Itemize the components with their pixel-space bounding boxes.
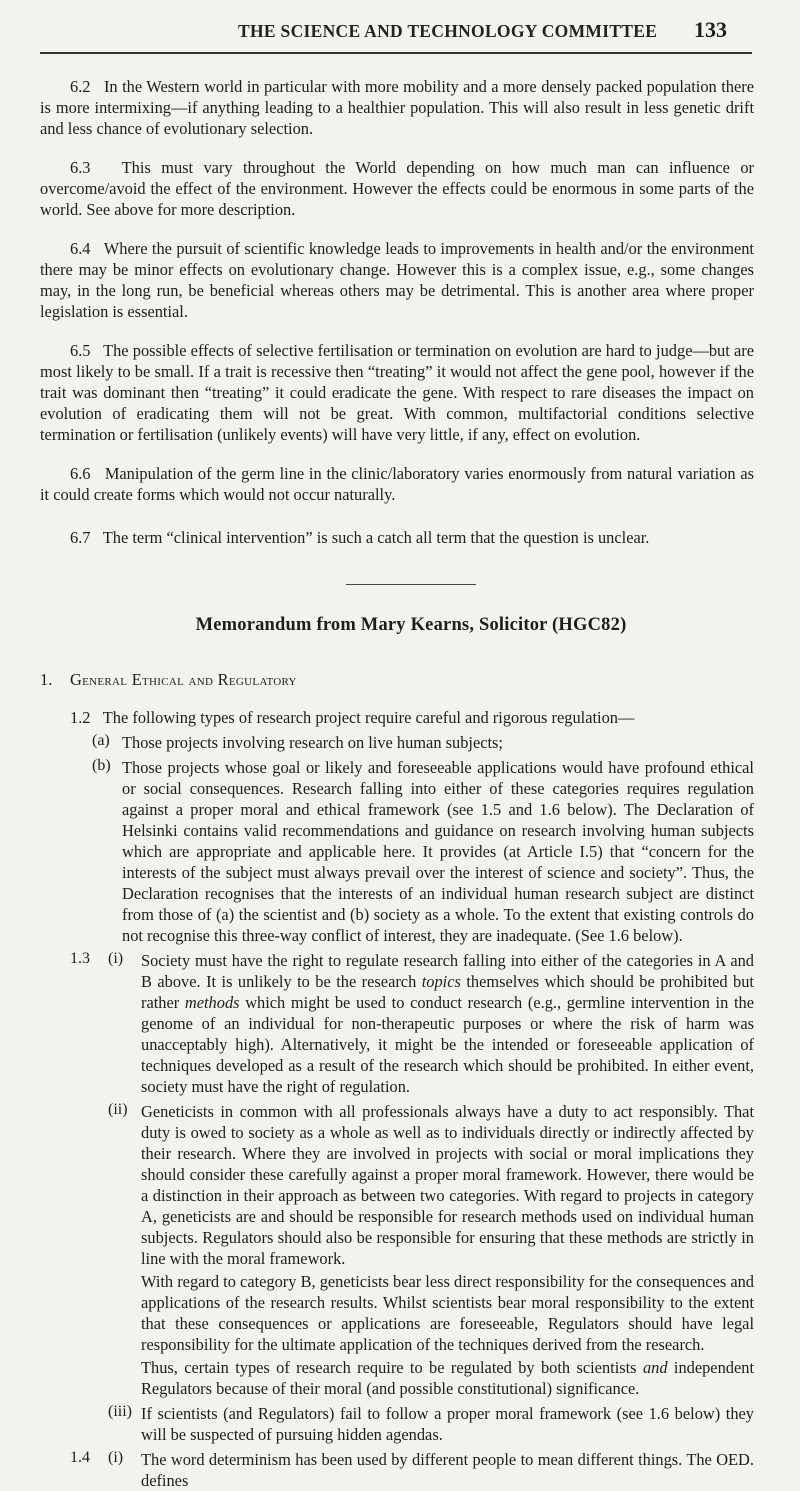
list-item-1-3-ii — [70, 1101, 754, 1269]
paragraph-number: 1.2 — [70, 708, 91, 727]
paragraph-6-6 — [40, 463, 754, 505]
paragraph-text: The term “clinical intervention” is such a catch all term that the question is unclear. — [102, 528, 650, 547]
paragraph-number: 1.3 — [70, 950, 90, 967]
continuation-text — [141, 1357, 754, 1399]
paragraph-6-4 — [40, 238, 754, 322]
running-head-title: THE SCIENCE AND TECHNOLOGY COMMITTEE — [238, 21, 658, 41]
paragraph-6-5 — [40, 340, 754, 445]
section-divider — [346, 584, 476, 585]
paragraph-number: 6.4 — [70, 239, 91, 258]
list-item-1-3-i — [70, 950, 754, 1097]
item-text: If scientists (and Regulators) fail to follow a proper moral framework (see 1.6 below) they will be suspected of pursuing hidden agendas. — [141, 1404, 754, 1444]
paragraph-1-3 — [40, 950, 754, 1491]
text-run: Thus, certain types of research require to be regulated by both scientists — [141, 1358, 643, 1377]
paragraph-6-3 — [40, 157, 754, 220]
list-item-a — [92, 732, 754, 753]
paragraph-number: 6.7 — [70, 528, 91, 547]
text-run: which might be used to conduct research (e.g., germline intervention in the genome of an individual for non-therapeutic purposes or where the risk of harm was unacceptably high). Alternatively, it might be the intended or foreseeable application of techniques developed as a result of the research which should be prohibited. In either event, society must have the right of regulation. — [141, 993, 754, 1096]
continuation-text: With regard to category B, geneticists bear less direct responsibility for the consequences and applications of the research results. Whilst scientists bear moral responsibility to the extent that these consequences or applications are foreseeable, Regulators should have legal responsibility for the ultimate application of the techniques derived from the research. — [141, 1272, 754, 1354]
item-text: Those projects involving research on live human subjects; — [122, 733, 503, 752]
paragraph-text: The following types of research project require careful and rigorous regulation— — [102, 708, 635, 727]
item-label: (ii) — [108, 1101, 128, 1118]
section-heading — [40, 669, 754, 690]
paragraph-1-2 — [40, 707, 754, 946]
paragraph-number: 1.4 — [70, 1449, 90, 1466]
section-number: 1. — [40, 670, 53, 689]
item-text: Those projects whose goal or likely and foreseeable applications would have profound ethical or social consequences. Research falling into either of these categories requires regulation against a proper moral and ethical framework (see 1.5 and 1.6 below). The Declaration of Helsinki contains valid recommendations and guidance on research involving human subjects which are appropriate and applicable here. It provides (at Article I.5) that “concern for the interests of the subject must always prevail over the interest of science and society”. Thus, the Declaration recognises that the interests of an individual human research subject are distinct from those of (a) the scientist and (b) society as a whole. To the extent that existing controls do not recognise this three-way conflict of interest, they are inadequate. (See 1.6 below). — [122, 758, 754, 945]
paragraph-text: Where the pursuit of scientific knowledge leads to improvements in health and/or the environment there may be minor effects on evolutionary change. However this is a complex issue, e.g., some changes may, in the long run, be beneficial whereas others may be detrimental. This is another area where proper legislation is essential. — [40, 239, 754, 321]
section-title: General Ethical and Regulatory — [70, 670, 297, 689]
header-rule — [40, 52, 752, 54]
paragraph-1-2-intro — [70, 707, 754, 728]
paragraph-text: This must vary throughout the World depending on how much man can influence or overcome/avoid the effect of the environment. However the effects could be enormous in some parts of the world. See above for more description. — [40, 158, 754, 219]
text-run: independent Regulators because of their moral (and possible constitutional) significance. — [141, 1358, 755, 1398]
item-text: Geneticists in common with all professionals always have a duty to act responsibly. That duty is owed to society as a whole as well as to individuals directly or indirectly affected by their research. Where they are involved in projects with social or moral implications they should consider these carefully against a proper moral framework. However, there would be a distinction in their approach as between two categories. With regard to projects in category A, geneticists are and should be responsible for research methods used on individual human subjects. Regulators should also be responsible for ensuring that these methods are strictly in line with the moral framework. — [141, 1102, 754, 1268]
paragraph-number: 6.5 — [70, 341, 91, 360]
item-label: (iii) — [108, 1403, 132, 1420]
paragraph-text: In the Western world in particular with more mobility and a more densely packed population there is more intermixing—if anything leading to a healthier population. This will also result in less genetic drift and less chance of evolutionary selection. — [40, 77, 754, 138]
paragraph-text: Manipulation of the germ line in the clinic/laboratory varies enormously from natural variation as it could create forms which would not occur naturally. — [40, 464, 754, 504]
emphasis: methods — [184, 993, 240, 1012]
emphasis: topics — [421, 972, 461, 991]
text-run: Society must have the right to regulate research falling into either of the categories in A and B above. It is unlikely to be the research — [141, 951, 754, 991]
list-item-b — [92, 757, 754, 946]
memorandum-title: Memorandum from Mary Kearns, Solicitor (HGC82) — [195, 615, 627, 635]
spacer — [70, 1101, 108, 1269]
running-head — [40, 0, 754, 60]
spacer — [70, 1403, 108, 1445]
item-label: (i) — [108, 1449, 124, 1466]
text-run: themselves which should be prohibited but rather — [141, 972, 754, 1012]
paragraph-6-2 — [40, 76, 754, 139]
paragraph-number: 6.3 — [70, 158, 91, 177]
item-label: (a) — [92, 732, 110, 749]
item-label: (i) — [108, 950, 124, 967]
paragraph-6-7 — [40, 527, 754, 548]
paragraph-text: The possible effects of selective fertilisation or termination on evolution are hard to judge—but are most likely to be small. If a trait is recessive then “treating” it would not affect the gene pool, however if the trait was dominant then “treating” it could eradicate the gene. With respect to rare diseases the impact on evolution of eradicating them will not be great. With common, multifactorial conditions selective termination or fertilisation (unlikely events) will have very little, if any, effect on evolution. — [40, 341, 755, 444]
emphasis: and — [642, 1358, 668, 1377]
page-number: 133 — [694, 17, 727, 42]
item-text: The word determinism has been used by different people to mean different things. The OED. defines — [141, 1450, 754, 1490]
list-item-1-3-iii — [70, 1403, 754, 1445]
paragraph-number: 6.2 — [70, 77, 91, 96]
item-label: (b) — [92, 757, 111, 774]
item-text — [141, 950, 754, 1097]
paragraph-number: 6.6 — [70, 464, 91, 483]
list-item-1-4-i — [70, 1449, 754, 1491]
